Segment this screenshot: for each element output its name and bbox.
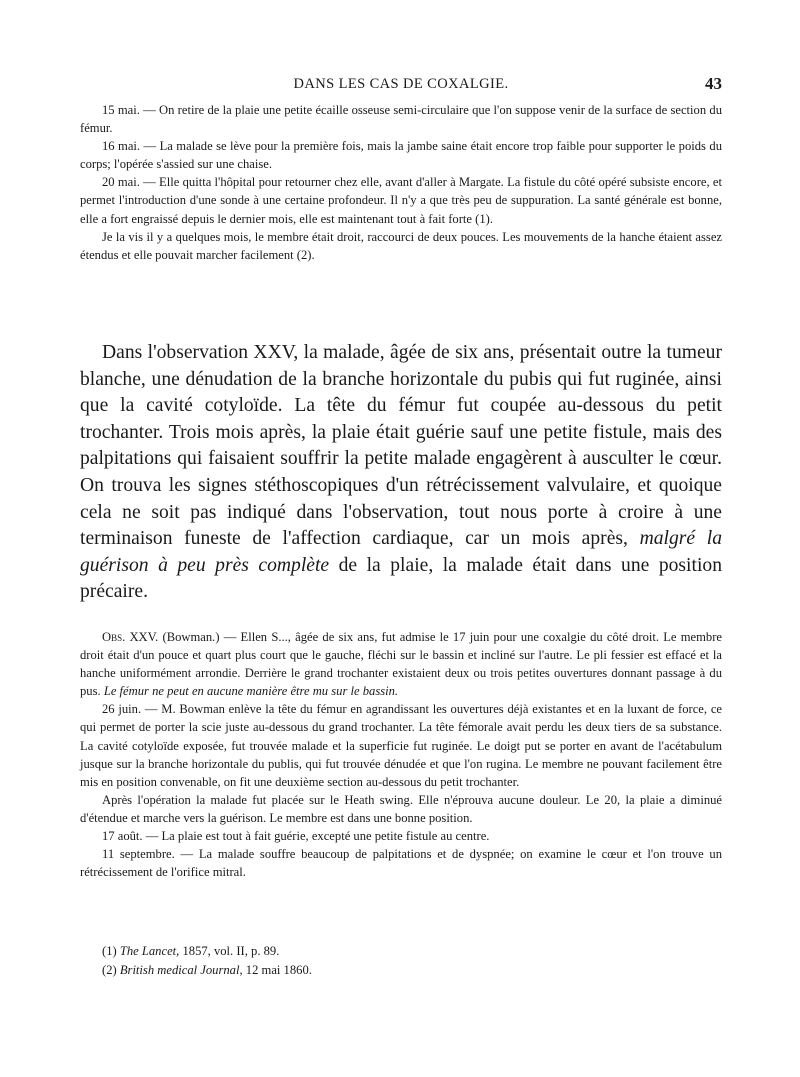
obs-paragraph: 11 septembre. — La malade souffre beaucoup de palpitations et de dyspnée; on examine le cœur et l'on trouve un rétrécissement de l'orifice mitral.: [80, 847, 722, 880]
note-paragraph: Je la vis il y a quelques mois, le membre était droit, raccourci de deux pouces. Les mouvements de la hanche étaient assez étendus et elle pouvait marcher facilement (2).: [80, 229, 722, 262]
footnote-title: British medical Journal: [119, 962, 240, 977]
obs-paragraph: [80, 628, 722, 700]
note-paragraph: 16 mai. — La malade se lève pour la première fois, mais la jambe saine était encore trop faible pour supporter le poids du corps; l'opérée s'assied sur une chaise.: [80, 139, 722, 172]
footnote-rest: , 12 mai 1860.: [239, 962, 312, 977]
obs-paragraph: 26 juin. — M. Bowman enlève la tête du fémur en agrandissant les ouvertures déjà existantes et en la luxant de force, ce qui permet de porter la scie juste au-dessous du grand trochanter. La tête fémorale avait perdu les deux tiers de sa substance. La cavité cotyloïde exposée, fut trouvée malade et la superficie fut ruginée. Le doigt put se porter en avant de l'acétabulum jusque sur la branche horizontale du publis, qui fut trouvée dénudée et que l'on rugina. Le membre ne pouvant facilement être mis en position convenable, on fit une deuxième section au-dessous du petit trochanter.: [80, 702, 722, 789]
note-paragraph: 20 mai. — Elle quitta l'hôpital pour retourner chez elle, avant d'aller à Margate. La fistule du côté opéré subsiste encore, et permet l'introduction d'une sonde à une certaine profondeur. Il n'y a que très peu de suppuration. La santé générale est bonne, elle a fort engraissé depuis le dernier mois, elle est maintenant tout à fait forte (1).: [80, 175, 722, 226]
footnote-number: (2): [102, 962, 117, 977]
footnote-title: The Lancet: [119, 944, 177, 958]
obs-paragraph: Après l'opération la malade fut placée sur le Heath swing. Elle n'éprouva aucune douleur. Le 20, la plaie a diminué d'étendue et marche vers la guérison. Le membre est dans une bonne position.: [80, 792, 722, 825]
footnotes: [80, 942, 722, 979]
case-notes-top: [80, 101, 722, 264]
main-text-2: de la plaie, la malade était dans une position précaire.: [80, 554, 722, 603]
footnote: [80, 942, 722, 961]
main-paragraph: [80, 340, 722, 606]
obs-italic: Le fémur ne peut en aucune manière être mu sur le bassin.: [103, 684, 399, 699]
obs-paragraph: 17 août. — La plaie est tout à fait guérie, excepté une petite fistule au centre.: [102, 829, 490, 844]
footnote-number: (1): [102, 944, 117, 958]
main-commentary: [80, 340, 722, 606]
obs-text: (Bowman.) — Ellen S..., âgée de six ans, fut admise le 17 juin pour une coxalgie du côté droit. Le membre droit était d'un pouce et quart plus court que le gauche, fléchi sur le bassin et incliné sur l'autre. Le pli fessier est effacé et la hanche uniformément arrondie. Derrière le grand trochanter existaient deux ou trois petites ouvertures donnant passage à du pus.: [80, 630, 722, 699]
page-number: 43: [705, 74, 722, 93]
footnote-rest: , 1857, vol. II, p. 89.: [176, 944, 280, 958]
obs-label: Obs. XXV.: [102, 630, 159, 644]
observation-xxv: [80, 628, 722, 881]
main-text-1: Dans l'observation XXV, la malade, âgée de six ans, présentait outre la tumeur blanche, une dénudation de la branche horizontale du pubis qui fut ruginée, ainsi que la cavité cotyloïde. La tête du fémur fut coupée au-dessous du petit trochanter. Trois mois après, la plaie était guérie sauf une petite fistule, mais des palpitations qui faisaient souffrir la petite malade engagèrent à ausculter le cœur. On trouva les signes stéthoscopiques d'un rétrécissement valvulaire, et quoique cela ne soit pas indiqué dans l'observation, tout nous porte à croire à une terminaison funeste de l'affection cardiaque, car un mois après,: [80, 342, 722, 550]
page-header: [80, 76, 722, 98]
footnote: [80, 961, 722, 980]
note-paragraph: 15 mai. — On retire de la plaie une petite écaille osseuse semi-circulaire que l'on suppose venir de la surface de section du fémur.: [80, 103, 722, 136]
running-title: DANS LES CAS DE COXALGIE.: [293, 76, 509, 92]
main-italic-phrase: malgré la guérison à peu près complète: [80, 528, 722, 576]
